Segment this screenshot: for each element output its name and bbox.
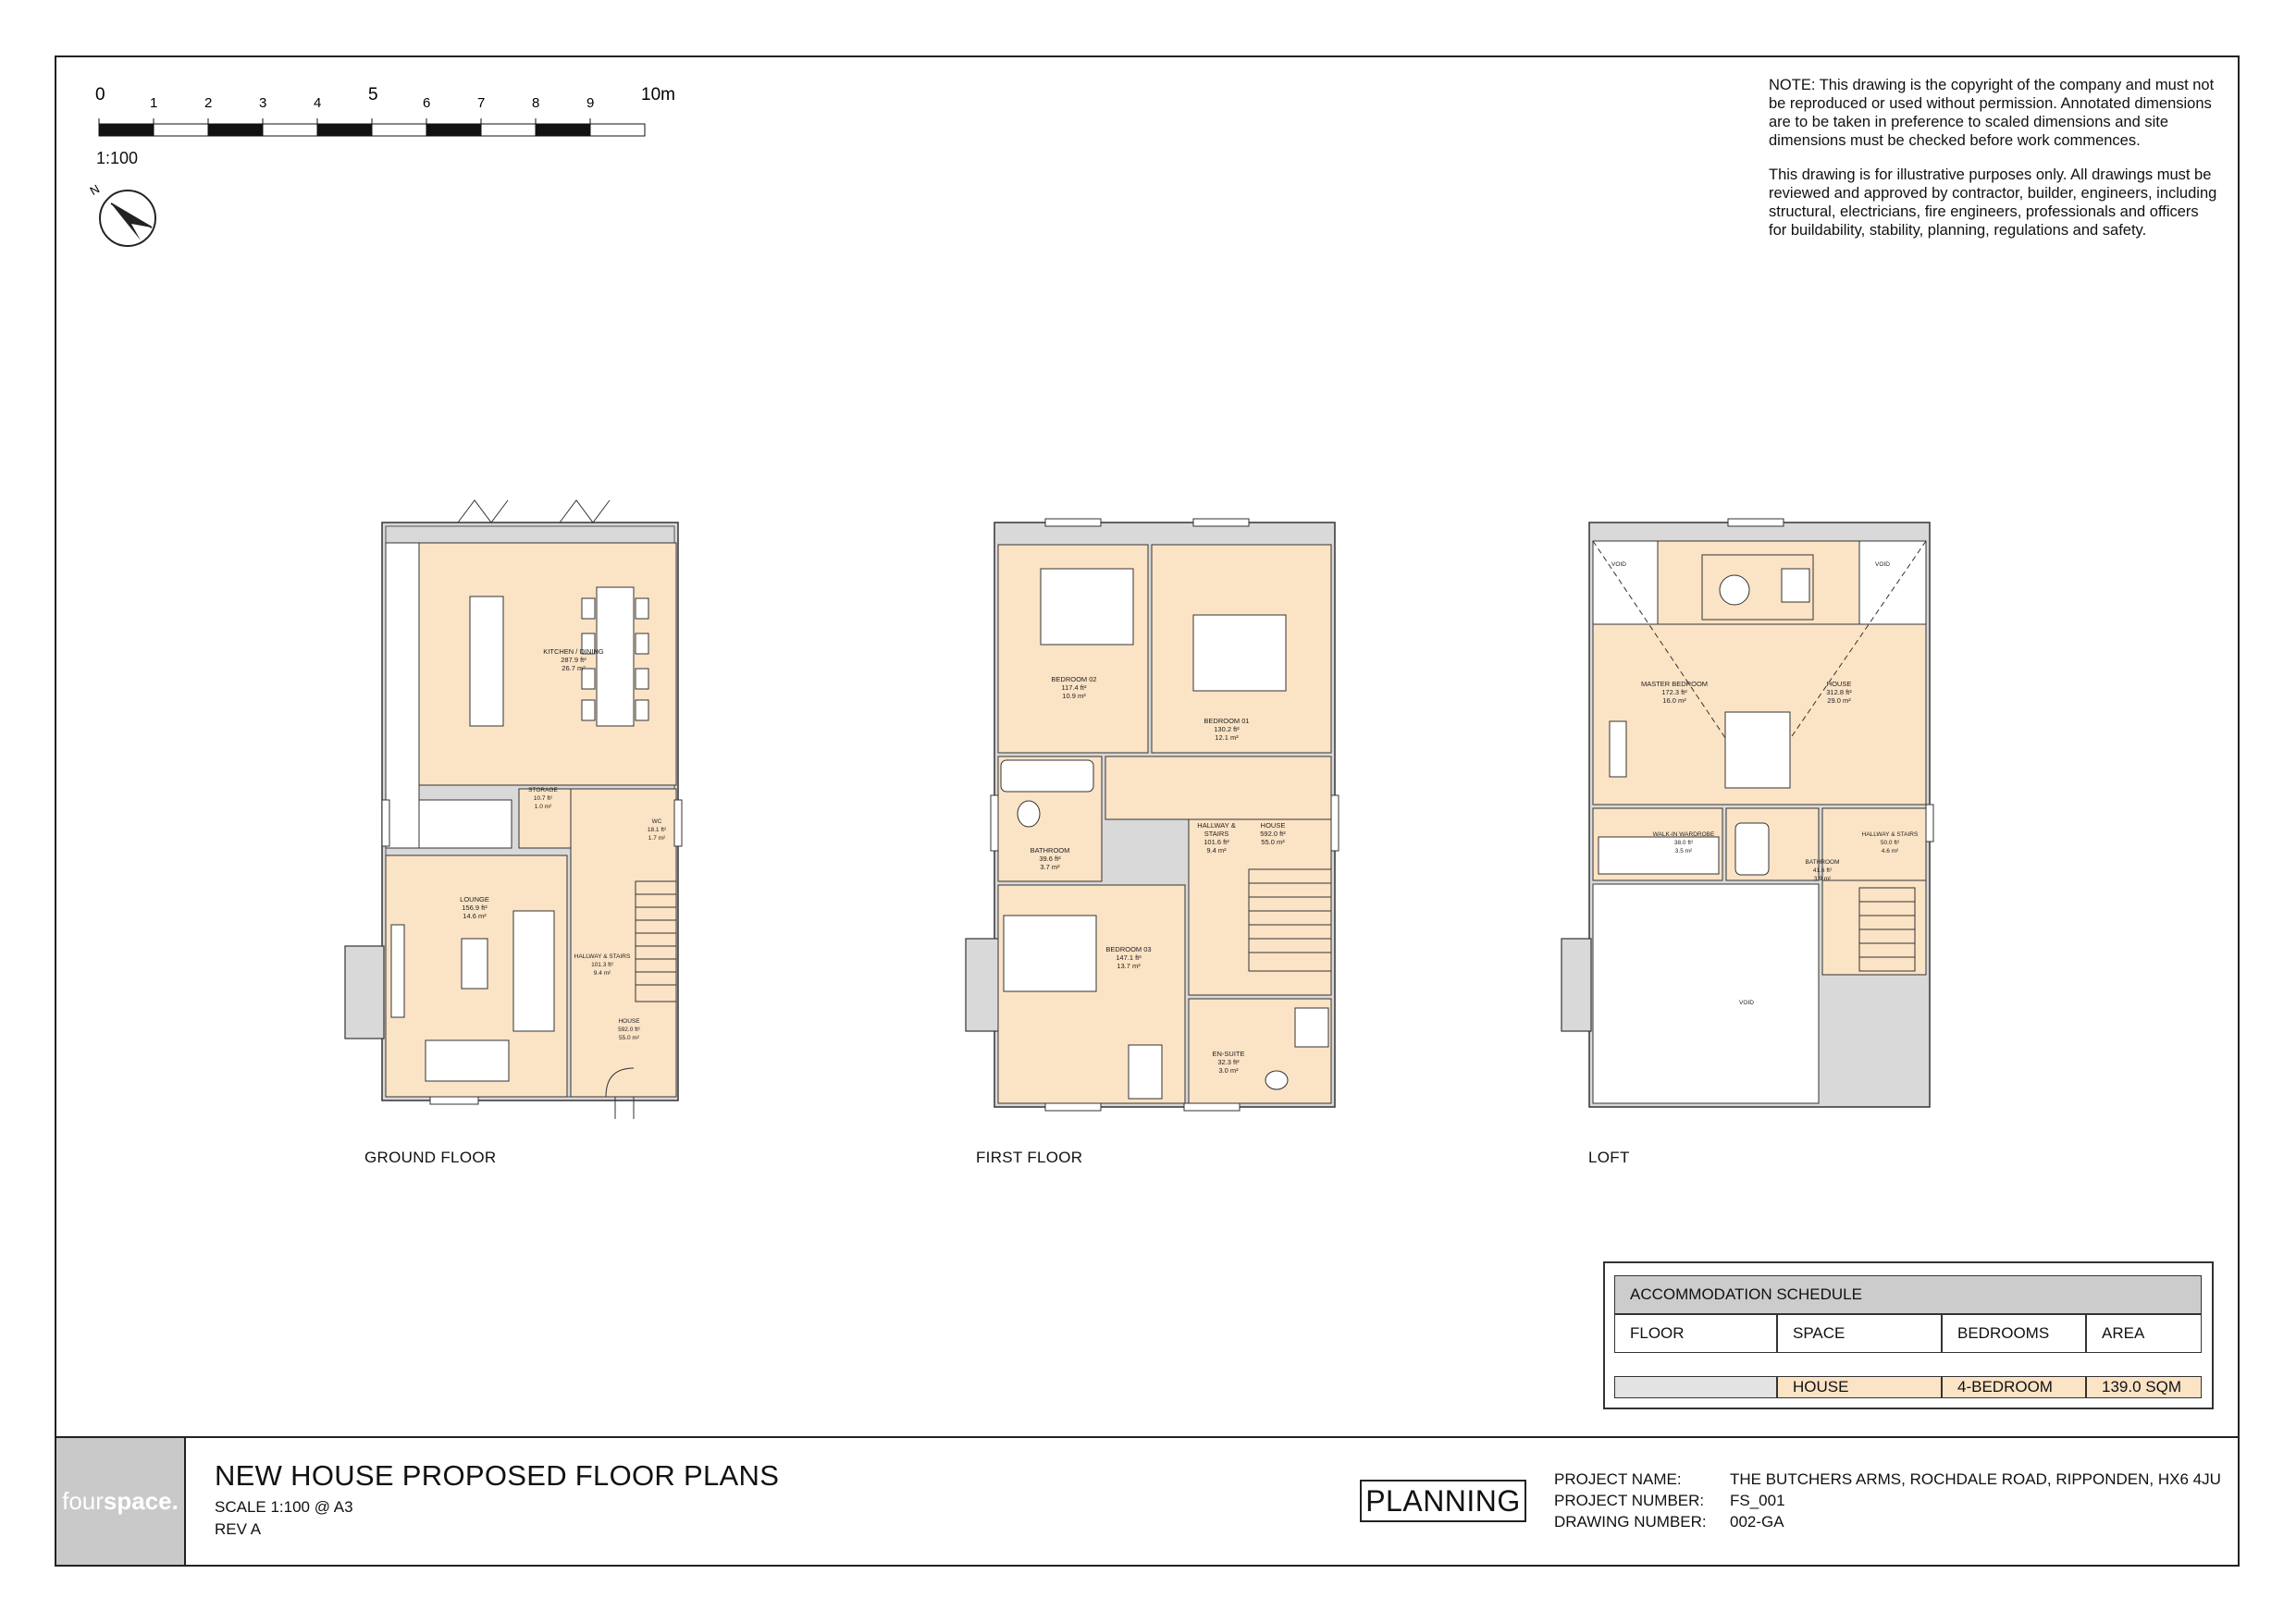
scale-label: 6 [423,95,431,111]
schedule-header-floor: FLOOR [1614,1314,1777,1353]
drawing-revision: REV A [215,1520,262,1538]
room-bedroom-02: BEDROOM 02 117.4 ft² 10.9 m² [1051,675,1097,700]
room-storage: STORAGE 10.7 ft² 1.0 m² [528,787,558,810]
scale-label: 8 [532,95,540,111]
title-block [55,1436,2240,1567]
scale-segment [263,124,317,136]
schedule-header-bedrooms: BEDROOMS [1942,1314,2086,1353]
north-arrow-icon [83,176,167,259]
scale-segment [154,124,208,136]
scale-label: 4 [314,95,322,111]
room-walk-in-wardrobe: WALK-IN WARDROBE 38.0 ft² 3.5 m² [1652,831,1715,855]
schedule-header-space: SPACE [1777,1314,1942,1353]
room-house: HOUSE 312.8 ft² 29.0 m² [1826,680,1852,705]
room-hallway-stairs: HALLWAY & STAIRS 50.0 ft² 4.6 m² [1861,831,1919,855]
scale-segment [590,124,645,136]
scale-label: 7 [477,95,486,111]
scale-segment [99,124,154,136]
north-letter: N [87,181,103,199]
loft-plan [1563,518,1933,1119]
room-bedroom-01: BEDROOM 01 130.2 ft² 12.1 m² [1204,717,1250,742]
schedule-cell-bedrooms: 4-BEDROOM [1942,1376,2086,1398]
schedule-title: ACCOMMODATION SCHEDULE [1614,1275,2202,1314]
room-en-suite: EN-SUITE 32.3 ft² 3.0 m² [1212,1050,1245,1075]
scale-label: 5 [368,85,378,105]
schedule-cell-space: HOUSE [1777,1376,1942,1398]
drawing-number: 002-GA [1730,1513,1784,1531]
scale-segment [317,124,372,136]
room-house: HOUSE 592.0 ft² 55.0 m² [1260,821,1286,846]
drawing-title: NEW HOUSE PROPOSED FLOOR PLANS [215,1459,780,1492]
drawing-scale: SCALE 1:100 @ A3 [215,1498,353,1516]
scale-segment [208,124,263,136]
company-logo: fourspace. [56,1438,186,1565]
room-void-bottom: VOID [1739,1000,1754,1006]
drawing-number-label: DRAWING NUMBER: [1554,1513,1707,1531]
scale-label: 0 [95,85,105,105]
schedule-header-area: AREA [2086,1314,2202,1353]
room-wc: WC 18.1 ft² 1.7 m² [647,818,667,842]
room-house: HOUSE 592.0 ft² 55.0 m² [618,1018,640,1041]
room-bedroom-03: BEDROOM 03 147.1 ft² 13.7 m² [1105,945,1152,970]
project-number: FS_001 [1730,1492,1785,1509]
illustrative-note: This drawing is for illustrative purposes only. All drawings must be reviewed and approved by contractor, builder, engineers, including structural, electricians, fire engineers, professionals and officers for buildability, stability, planning, regulations and safety. [1769,166,2217,239]
scale-segment [372,124,426,136]
project-number-label: PROJECT NUMBER: [1554,1492,1705,1509]
scale-segment [426,124,481,136]
status-badge: PLANNING [1360,1480,1526,1522]
scale-label: 9 [586,95,595,111]
first-floor-plan [944,518,1332,1119]
loft-label: LOFT [1588,1149,1630,1166]
room-bathroom: BATHROOM 39.6 ft² 3.7 m² [1030,846,1070,871]
room-void-right: VOID [1875,561,1890,568]
copyright-note: NOTE: This drawing is the copyright of the company and must not be reproduced or used without permission. Annotated dimensions are to be taken in preference to scaled dimensions and site dimensions must be checked before work commences. [1769,77,2215,149]
schedule-cell-area: 139.0 SQM [2086,1376,2202,1398]
scale-bar [88,83,675,176]
scale-label: 3 [259,95,267,111]
scale-segment [481,124,536,136]
first-floor-label: FIRST FLOOR [976,1149,1083,1166]
scale-segment [536,124,590,136]
room-lounge: LOUNGE 156.9 ft² 14.6 m² [460,895,489,920]
scale-label: 1 [150,95,158,111]
room-hallway-stairs: HALLWAY & STAIRS 101.3 ft² 9.4 m² [574,953,631,977]
room-hallway-stairs: HALLWAY & STAIRS 101.6 ft² 9.4 m² [1197,821,1236,855]
scale-label: 2 [204,95,213,111]
project-name-label: PROJECT NAME: [1554,1470,1682,1488]
scale-ratio: 1:100 [96,149,139,167]
room-void-left: VOID [1611,561,1626,568]
project-name: THE BUTCHERS ARMS, ROCHDALE ROAD, RIPPONDEN, HX6 4JU [1730,1470,2221,1488]
room-kitchen-dining: KITCHEN / DINING 287.9 ft² 26.7 m² [543,647,604,672]
schedule-cell-floor [1614,1376,1777,1398]
scale-label: 10m [641,85,675,105]
ground-floor-label: GROUND FLOOR [364,1149,497,1166]
room-bathroom: BATHROOM 41.6 ft² 3.9 m² [1805,859,1840,882]
room-master-bedroom: MASTER BEDROOM 172.3 ft² 16.0 m² [1640,680,1709,705]
